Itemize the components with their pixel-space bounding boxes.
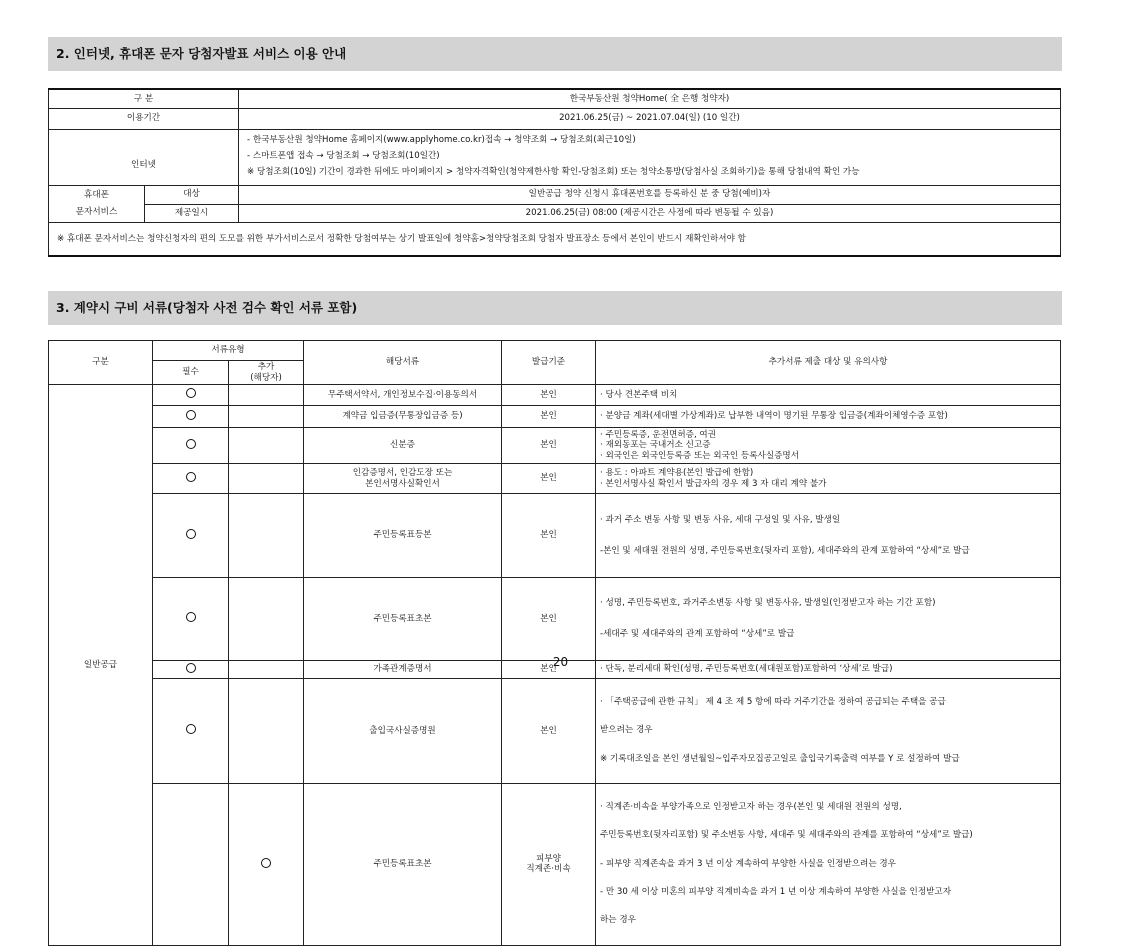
extra-mark [229,679,304,784]
mobile-label: 휴대폰 문자서비스 [49,185,145,222]
issuer: 본인 [502,577,596,661]
header-category: 구 분 [49,89,239,108]
circle-mark-icon [186,439,196,449]
circle-mark-icon [186,529,196,539]
required-mark [153,577,229,661]
internet-details [239,129,1061,185]
document-name: 출입국사실증명원 [304,679,502,784]
circle-mark-icon [186,410,196,420]
category-general-supply: 일반공급 [49,385,153,946]
header-required: 필수 [153,361,229,385]
issuer: 본인 [502,464,596,494]
extra-mark [229,783,304,945]
required-mark [153,385,229,406]
period-label: 이용기간 [49,108,239,129]
document-name: 주민등록표초본 [304,577,502,661]
notes: · 과거 주소 변동 사항 및 변동 사유, 세대 구성일 및 사유, 발생일 -본인 및 세대원 전원의 성명, 주민등록번호(뒷자리 포함), 세대주와의 관계 포함하여 “상세”로 발급 [596,494,1061,578]
section-3-title: 3. 계약시 구비 서류(당첨자 사전 검수 확인 서류 포함) [48,291,1062,325]
document-name: 인감증명서, 인감도장 또는 본인서명사실확인서 [304,464,502,494]
circle-mark-icon [186,612,196,622]
extra-mark [229,577,304,661]
issuer: 본인 [502,428,596,464]
notes: · 당사 견본주택 비치 [596,385,1061,406]
period-value: 2021.06.25(금) ~ 2021.07.04(일) (10 일간) [239,108,1061,129]
document-name: 주민등록표등본 [304,494,502,578]
header-provider: 한국부동산원 청약Home( 全 은행 청약자) [239,89,1061,108]
issuer: 본인 [502,494,596,578]
extra-mark [229,385,304,406]
document-name: 신분증 [304,428,502,464]
header-document: 해당서류 [304,341,502,385]
mobile-service-note: ※ 휴대폰 문자서비스는 청약신청자의 편의 도모를 위한 부가서비스로서 정확한 당첨여부는 상기 발표일에 청약홈>청약당첨조회 당첨자 발표장소 등에서 본인이 반드시 재확인하셔야 함 [49,222,1061,256]
required-mark [153,428,229,464]
required-mark [153,679,229,784]
header-category: 구분 [49,341,153,385]
issuer: 본인 [502,679,596,784]
page-number: 20 [552,655,569,669]
header-issuer: 발급기준 [502,341,596,385]
circle-mark-icon [186,472,196,482]
contract-documents-table [48,340,1061,946]
notes: · 용도 : 아파트 계약용(본인 발급에 한함) · 본인서명사실 확인서 발급자의 경우 제 3 자 대리 계약 불가 [596,464,1061,494]
section-2-title: 2. 인터넷, 휴대폰 문자 당첨자발표 서비스 이용 안내 [48,37,1062,71]
extra-mark [229,494,304,578]
document-name: 무주택서약서, 개인정보수집·이용동의서 [304,385,502,406]
notes: · 성명, 주민등록번호, 과거주소변동 사항 및 변동사유, 발생일(인정받고자 하는 기간 포함) -세대주 및 세대주와의 관계 포함하여 “상세”로 발급 [596,577,1061,661]
date-label: 제공일시 [145,204,239,222]
extra-mark [229,464,304,494]
issuer: 본인 [502,385,596,406]
required-mark [153,783,229,945]
circle-mark-icon [186,388,196,398]
issuer: 본인 [502,406,596,428]
internet-line: ※ 당첨조회(10일) 기간이 경과한 뒤에도 마이페이지 > 청약자격확인(청약제한사항 확인-당첨조회) 또는 청약소통방(당첨사실 조회하기)을 통해 당첨내역 확인 가능 [247,166,860,177]
issuer: 피부양 직계존·비속 [502,783,596,945]
internet-line: - 스마트폰앱 접속 → 당첨조회 → 당첨조회(10일간) [247,151,440,162]
document-name: 가족관계증명서 [304,661,502,679]
required-mark [153,406,229,428]
internet-line: - 한국부동산원 청약Home 홈페이지(www.applyhome.co.kr)접속 → 청약조회 → 당첨조회(최근10일) [247,135,636,146]
circle-mark-icon [261,858,271,868]
document-name: 계약금 입금증(무통장입금증 등) [304,406,502,428]
header-doc-type: 서류유형 [153,341,304,361]
date-value: 2021.06.25(금) 08:00 (제공시간은 사정에 따라 변동될 수 있음) [239,204,1061,222]
header-extra: 추가 (해당자) [229,361,304,385]
required-mark [153,494,229,578]
notes: · 「주택공급에 관한 규칙」 제 4 조 제 5 항에 따라 거주기간을 정하여 공급되는 주택을 공급 받으려는 경우 ※ 기록대조일을 본인 생년월일~입주자모집공고일로 출입국기록출력 여부를 Y 로 설정하여 발급 [596,679,1061,784]
required-mark [153,464,229,494]
document-name: 주민등록표초본 [304,783,502,945]
target-value: 일반공급 청약 신청시 휴대폰번호를 등록하신 분 중 당첨(예비)자 [239,185,1061,204]
notes: · 단독, 분리세대 확인(성명, 주민등록번호(세대원포함)포함하여 ‘상세’로 발급) [596,661,1061,679]
internet-label: 인터넷 [49,129,239,185]
extra-mark [229,428,304,464]
circle-mark-icon [186,724,196,734]
extra-mark [229,406,304,428]
target-label: 대상 [145,185,239,204]
issuer: 본인 [502,661,596,679]
notice-service-table [48,88,1061,257]
header-notes: 추가서류 제출 대상 및 유의사항 [596,341,1061,385]
notes: · 주민등록증, 운전면허증, 여권 · 재외동포는 국내거소 신고증 · 외국인은 외국인등록증 또는 외국인 등록사실증명서 [596,428,1061,464]
notes: · 직계존·비속을 부양가족으로 인정받고자 하는 경우(본인 및 세대원 전원의 성명, 주민등록번호(뒷자리포함) 및 주소변동 사항, 세대주 및 세대주와의 관계를 포함하여 “상세”로 발급) - 피부양 직계존속을 과거 3 년 이상 계속하여 부양한 사실을 인정받으려는 경우 - 만 30 세 이상 미혼의 피부양 직계비속을 과거 1 년 이상 계속하여 부양한 사실을 인정받고자 하는 경우 [596,783,1061,945]
notes: · 분양금 계좌(세대별 가상계좌)로 납부한 내역이 명기된 무통장 입금증(계좌이체영수증 포함) [596,406,1061,428]
